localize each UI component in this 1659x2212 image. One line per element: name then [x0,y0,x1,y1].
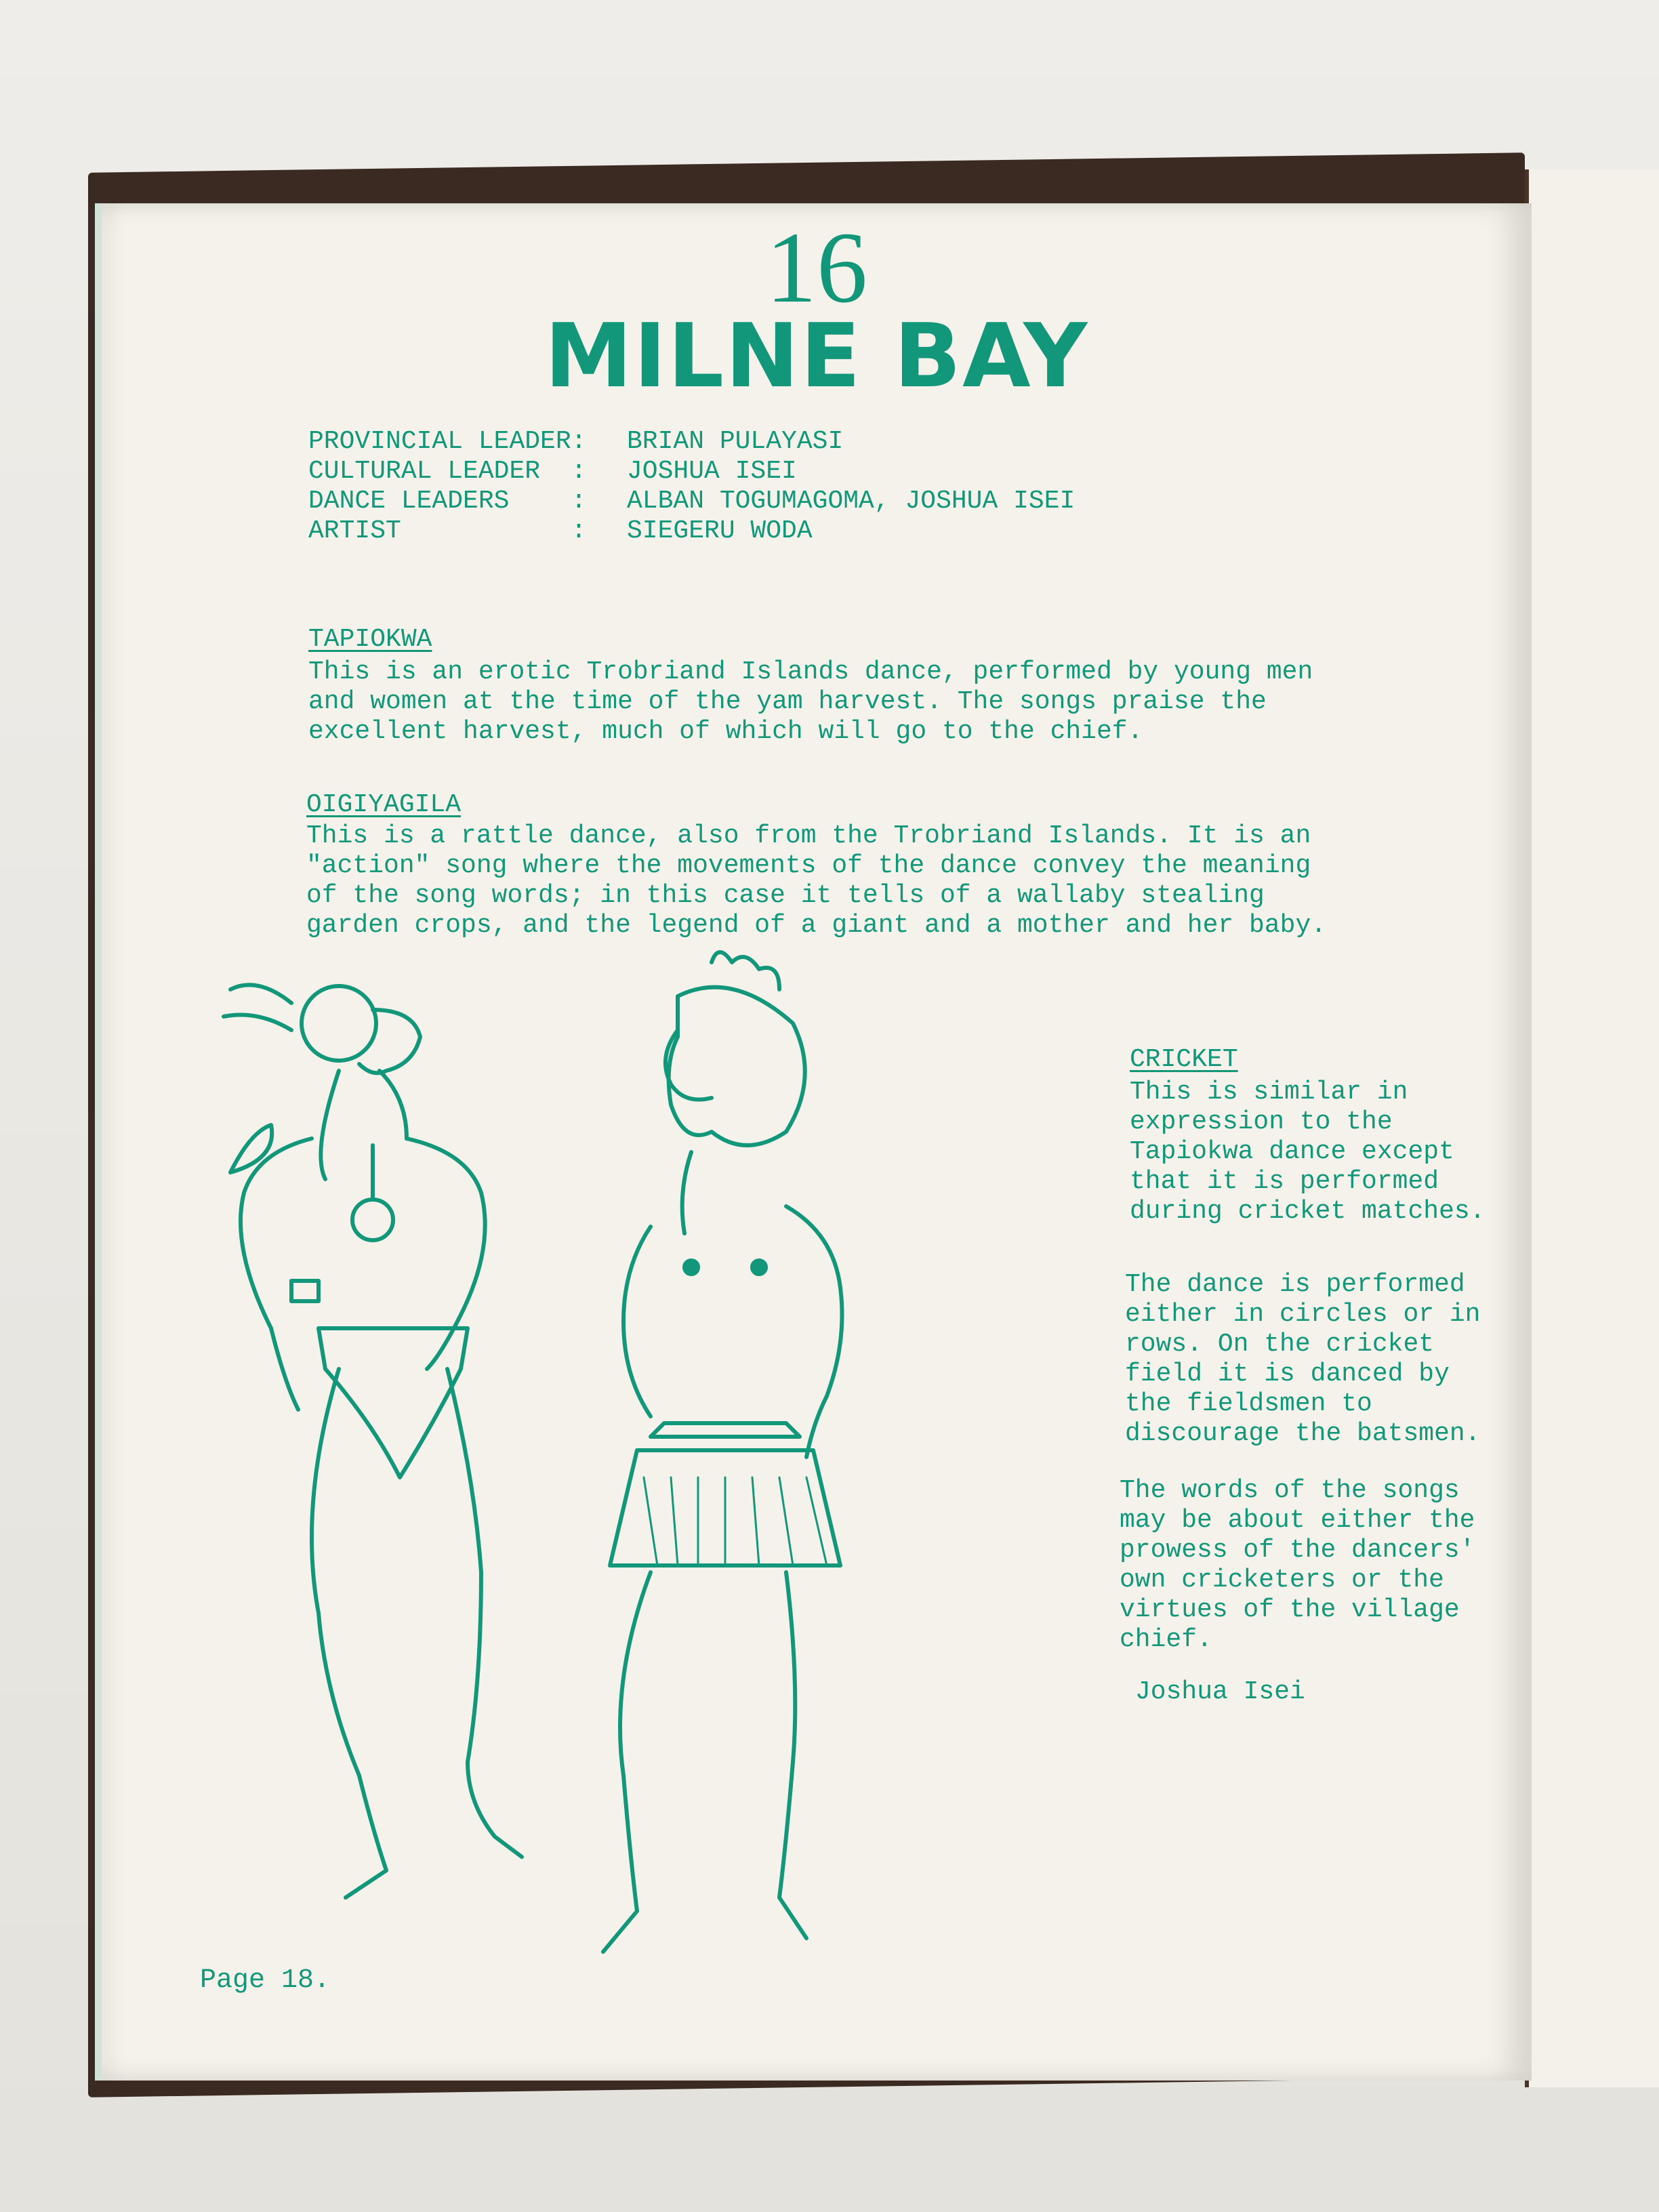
credit-value: BRIAN PULAYASI [627,427,844,456]
credit-label: CULTURAL LEADER : [308,457,587,486]
facing-page-edge [1525,169,1659,2087]
cricket-heading: CRICKET [1130,1045,1238,1074]
booklet-page [95,203,1532,2081]
credit-value: SIEGERU WODA [627,516,813,546]
oigiyagila-text: This is a rattle dance, also from the Trobriand Islands. It is an "action" song where the movements of the dance convey the meaning of the song words; in this case it tells of a wallaby stealing garden crops, and the legend of a giant and a mother and her baby. [306,821,1327,940]
dancers-illustration [203,949,1050,2006]
credits-block [308,427,1075,546]
cricket-paragraph-3: The words of the songs may be about either the prowess of the dancers' own cricketers or the virtues of the village chief. [1120,1476,1475,1654]
author-signature: Joshua Isei [1135,1677,1305,1706]
province-title: MILNE BAY [544,304,1089,407]
tapiokwa-heading: TAPIOKWA [308,625,432,654]
credit-row [308,516,1075,546]
female-dancer-figure [603,952,842,1952]
cricket-paragraph-1: This is similar in expression to the Tapiokwa dance except that it is performed during cricket matches. [1130,1078,1486,1226]
tapiokwa-text: This is an erotic Trobriand Islands dance, performed by young men and women at the time of the yam harvest. The songs praise the excellent harvest, much of which will go to the chief. [308,657,1313,746]
credit-label: PROVINCIAL LEADER: [308,427,587,456]
credit-row [308,427,1075,457]
oigiyagila-heading: OIGIYAGILA [306,790,462,819]
credit-value: ALBAN TOGUMAGOMA, JOSHUA ISEI [627,487,1076,516]
credit-row [308,487,1075,516]
credit-row [308,457,1075,487]
male-dancer-figure [224,985,522,1898]
credit-label: ARTIST : [308,516,587,546]
section-number: 16 [766,211,867,324]
cricket-paragraph-2: The dance is performed either in circles or in rows. On the cricket field it is danced by the fieldsmen to discourage the batsmen. [1125,1270,1481,1448]
credit-value: JOSHUA ISEI [627,457,797,486]
page-number: Page 18. [200,1965,331,1996]
credit-label: DANCE LEADERS : [308,487,587,516]
